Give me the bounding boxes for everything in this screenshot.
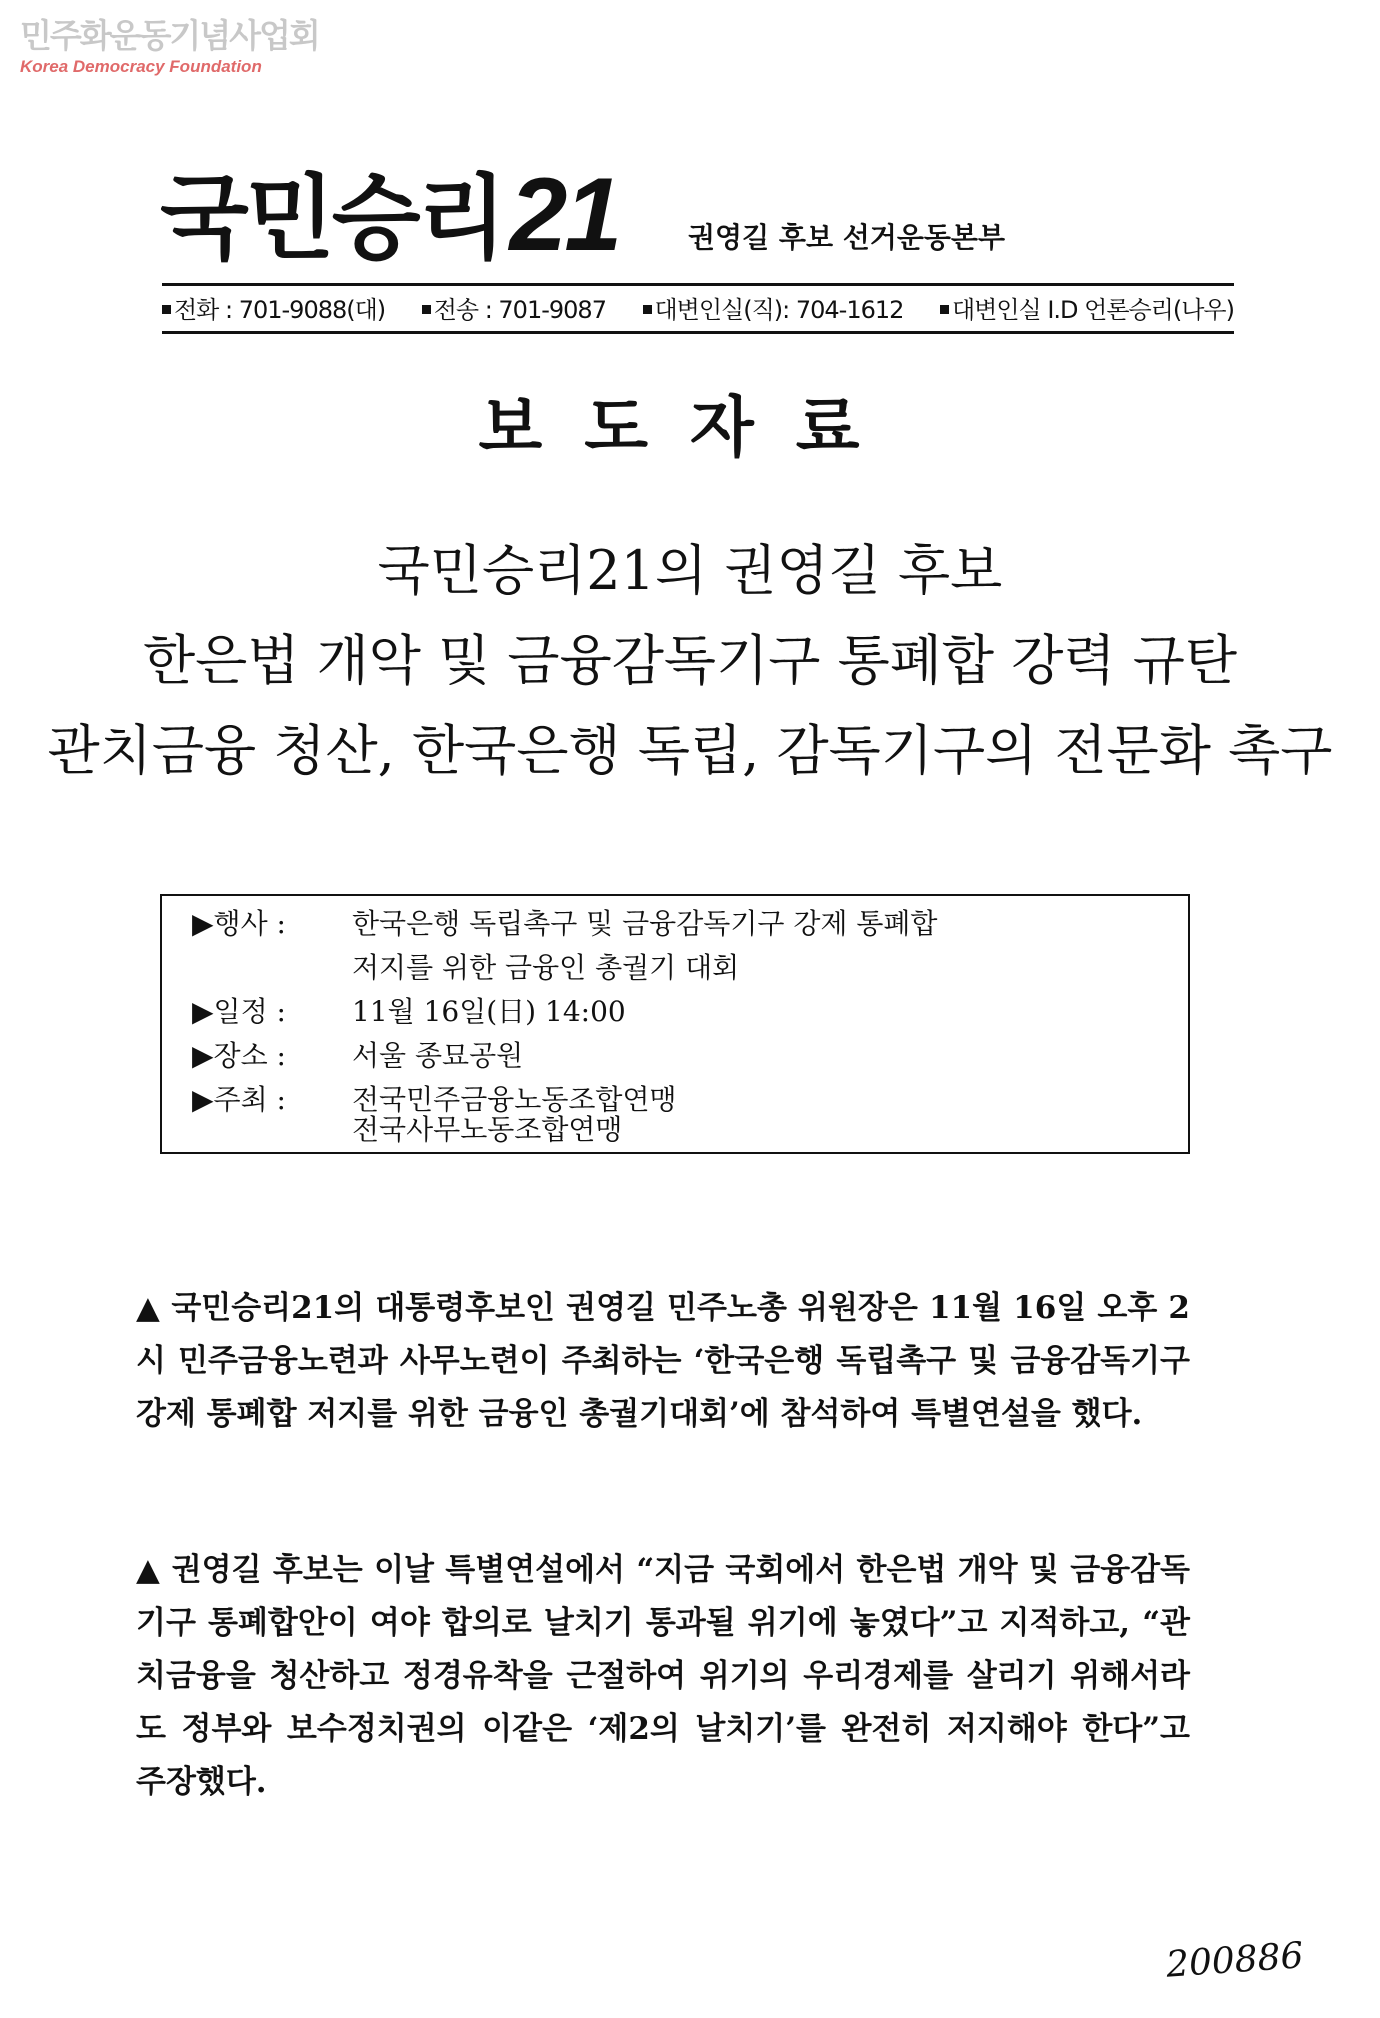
event-info-box <box>160 894 1190 1154</box>
contact-bar <box>162 290 1234 330</box>
headline-line-1: 국민승리21의 권영길 후보 <box>377 539 1003 602</box>
contact-spokesperson-id: 대변인실 I.D 언론승리(나우) <box>940 290 1234 330</box>
contact-fax: 전송 : 701-9087 <box>422 290 606 330</box>
event-row <box>192 904 937 944</box>
watermark-korean: 민주화운동기념사업회 <box>20 16 319 55</box>
top-rule <box>162 283 1234 286</box>
watermark <box>20 16 319 78</box>
event-label: ▶행사 : <box>192 907 286 940</box>
bottom-rule <box>162 331 1234 334</box>
bullet-icon <box>940 305 949 314</box>
event-value-line1: 한국은행 독립촉구 및 금융감독기구 강제 통폐합 <box>352 907 938 940</box>
contact-spokesperson-phone: 대변인실(직): 704-1612 <box>643 290 904 330</box>
masthead <box>160 157 1240 280</box>
headline-line-2: 한은법 개악 및 금융감독기구 통폐합 강력 규탄 <box>142 629 1238 692</box>
body-paragraph-2: ▲ 권영길 후보는 이날 특별연설에서 “지금 국회에서 한은법 개악 및 금융감독기구 통폐합안이 여야 합의로 날치기 통과될 위기에 놓였다”고 지적하고, “관치금융을 청산하고 정경유착을 근절하여 위기의 우리경제를 살리기 위해서라도 정부와 보수정치권의 이같은 ‘제2의 날치기’를 완전히 저지해야 한다”고 주장했다. <box>136 1552 1190 1800</box>
document-type-title: 보도자료 <box>478 389 902 466</box>
headline-line-3: 관치금융 청산, 한국은행 독립, 감독기구의 전문화 촉구 <box>47 719 1333 782</box>
logo-number: 21 <box>509 157 620 273</box>
place-label: ▶장소 : <box>192 1039 286 1072</box>
bullet-icon <box>643 305 652 314</box>
date-value: 11월 16일(日) 14:00 <box>352 995 626 1028</box>
contact-phone: 전화 : 701-9088(대) <box>162 290 385 330</box>
body-paragraph-1: ▲ 국민승리21의 대통령후보인 권영길 민주노총 위원장은 11월 16일 오후 2시 민주금융노련과 사무노련이 주최하는 ‘한국은행 독립촉구 및 금융감독기구 강제 통폐합 저지를 위한 금융인 총궐기대회’에 참석하여 특별연설을 했다. <box>136 1290 1190 1432</box>
event-value-line2: 저지를 위한 금융인 총궐기 대회 <box>352 951 740 984</box>
masthead-logo <box>160 157 620 274</box>
handwritten-archive-number: 200886 <box>1164 1935 1305 1986</box>
host-value-line2: 전국사무노동조합연맹 <box>352 1113 623 1146</box>
masthead-subtitle: 권영길 후보 선거운동본부 <box>688 221 1006 254</box>
place-row <box>192 1036 523 1076</box>
bullet-icon <box>422 305 431 314</box>
date-label: ▶일정 : <box>192 995 286 1028</box>
host-value-line1: 전국민주금융노동조합연맹 <box>352 1083 677 1116</box>
host-label: ▶주최 : <box>192 1083 286 1116</box>
date-row <box>192 992 626 1032</box>
bullet-icon <box>162 305 171 314</box>
watermark-english: Korea Democracy Foundation <box>20 57 262 76</box>
logo-text: 국민승리 <box>160 165 504 272</box>
place-value: 서울 종묘공원 <box>352 1039 524 1072</box>
